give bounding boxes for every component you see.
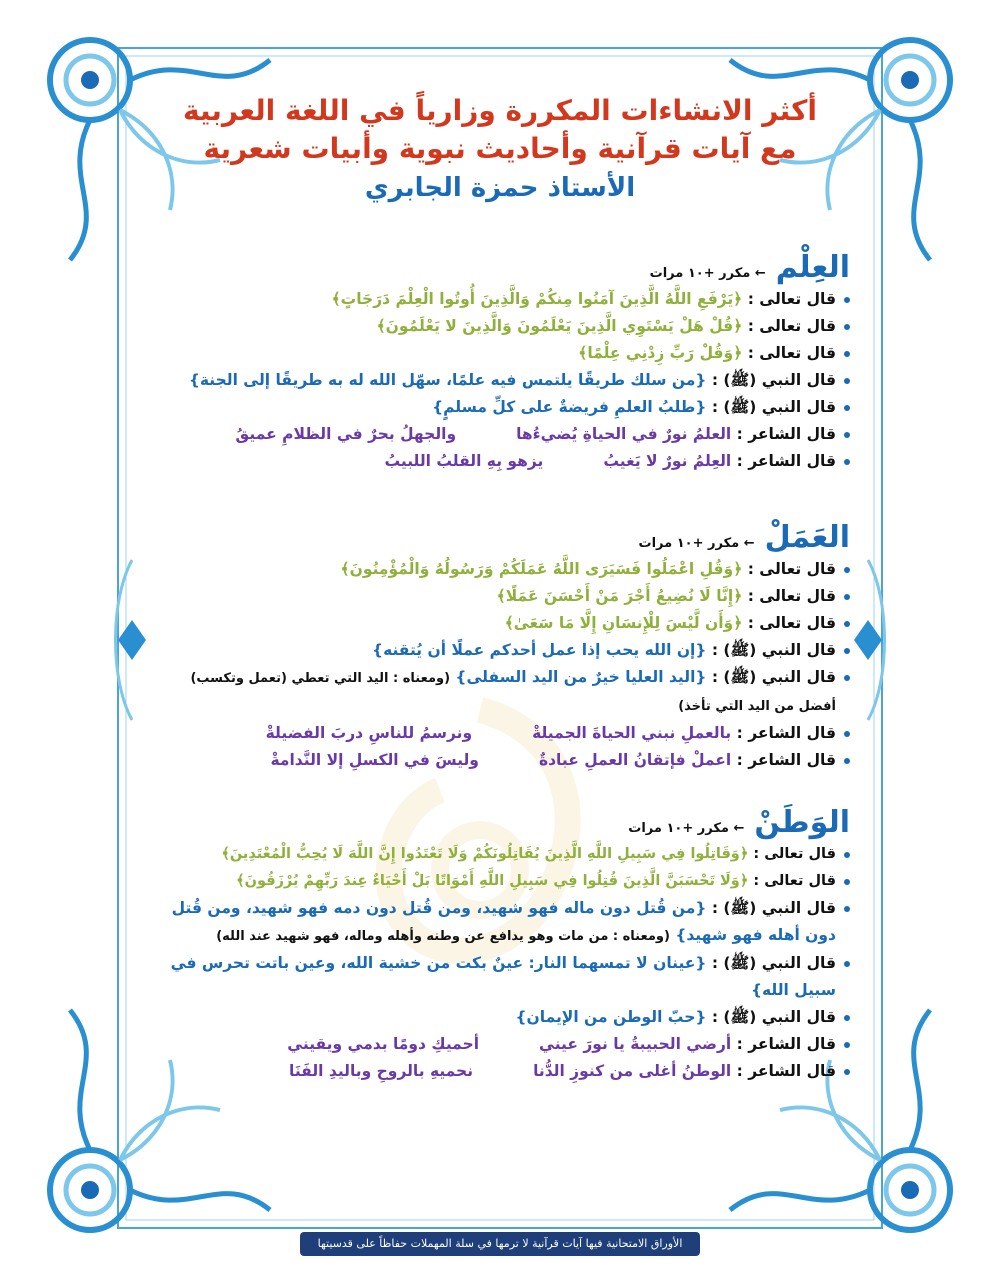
quote-list [150,841,850,1085]
list-item: قال النبي (ﷺ) : {عينان لا تمسهما النار: عينٌ بكت من خشية الله، وعين باتت تحرس في سبيل الله} [150,950,850,1004]
list-item: قال تعالى : ﴿إِنَّا لَا نُضِيعُ أَجْرَ مَنْ أَحْسَنَ عَمَلًا﴾ [150,583,850,610]
list-item: قال تعالى : ﴿قُلْ هَلْ يَسْتَوِي الَّذِينَ يَعْلَمُونَ وَالَّذِينَ لا يَعْلَمُونَ﴾ [150,313,850,340]
section-title: الوَطَنْ [754,805,850,840]
list-item: قال النبي (ﷺ) : {اليد العليا خيرٌ من اليد السفلى} (ومعناه : اليد التي تعطي (تعمل وتكسب) أفضل من اليد التي تأخذ) [150,664,850,720]
title-line-1: أكثر الانشاءات المكررة وزارياً في اللغة العربية [183,94,817,127]
list-item: قال الشاعر : أرضي الحبيبةُ يا نورَ عينيأحميكِ دومًا بدمي ويقيني [150,1031,850,1058]
document-header [150,92,850,206]
list-item: قال تعالى : ﴿وَقَاتِلُوا فِي سَبِيلِ اللَّهِ الَّذِينَ يُقَاتِلُونَكُمْ وَلَا تَعْتَدُوا إِنَّ اللَّهَ لَا يُحِبُّ الْمُعْتَدِينَ﴾ [150,841,850,868]
footer-banner: الأوراق الامتحانية فيها آيات قرآنية لا ترمها في سلة المهملات حفاظاً على قدسيتها [300,1232,700,1256]
list-item: قال الشاعر : اعملْ فإتقانُ العملِ عبادةٌوليسَ في الكسلِ إلا النَّدامةْ [150,747,850,774]
list-item: قال النبي (ﷺ) : {طلبُ العلمِ فريضةٌ على كلِّ مسلمٍ} [150,394,850,421]
repeat-note: ← مكرر +١٠ مرات [628,821,745,836]
content-area [150,80,850,1200]
list-item: قال الشاعر : بالعملِ نبني الحياةَ الجميلةْونرسمُ للناسِ دربَ الفضيلةْ [150,720,850,747]
list-item: قال تعالى : ﴿وَأَن لَّيْسَ لِلْإِنسَانِ إِلَّا مَا سَعَىٰ﴾ [150,610,850,637]
list-item: قال النبي (ﷺ) : {حبّ الوطن من الإيمان} [150,1004,850,1031]
section-knowledge [150,250,850,475]
quote-list [150,556,850,774]
section-homeland [150,805,850,1085]
list-item: قال تعالى : ﴿يَرْفَعِ اللَّهُ الَّذِينَ آمَنُوا مِنكُمْ وَالَّذِينَ أُوتُوا الْعِلْمَ دَرَجَاتٍ﴾ [150,286,850,313]
quote-list [150,286,850,475]
section-work [150,520,850,774]
list-item: قال النبي (ﷺ) : {إن الله يحب إذا عمل أحدكم عملًا أن يُتقنه} [150,637,850,664]
list-item: قال الشاعر : العِلمُ نورٌ لا يَغيبُيزهو بِهِ القلبُ اللبيبُ [150,448,850,475]
list-item: قال النبي (ﷺ) : {من قُتل دون ماله فهو شهيد، ومن قُتل دون دمه فهو شهيد، ومن قُتل دون أهله فهو شهيد} (ومعناه : من مات وهو يدافع عن وطنه وأهله وماله، فهو شهيد عند الله) [150,895,850,950]
list-item: قال تعالى : ﴿وَقُلْ رَبِّ زِدْنِي عِلْمًا﴾ [150,340,850,367]
list-item: قال الشاعر : العلمُ نورٌ في الحياةِ يُضيءُهاوالجهلُ بحرٌ في الظلامِ عميقُ [150,421,850,448]
repeat-note: ← مكرر +١٠ مرات [638,536,755,551]
title-line-2: مع آيات قرآنية وأحاديث نبوية وأبيات شعرية [203,132,797,165]
list-item: قال النبي (ﷺ) : {من سلك طريقًا يلتمس فيه علمًا، سهّل الله له به طريقًا إلى الجنة} [150,367,850,394]
list-item: قال الشاعر : الوطنُ أغلى من كنوزِ الدُّنانحميهِ بالروحِ وباليدِ الفَنَا [150,1058,850,1085]
section-title: العَمَلْ [764,520,850,555]
list-item: قال تعالى : ﴿وَقُلِ اعْمَلُوا فَسَيَرَى اللَّهُ عَمَلَكُمْ وَرَسُولُهُ وَالْمُؤْمِنُونَ﴾ [150,556,850,583]
list-item: قال تعالى : ﴿وَلَا تَحْسَبَنَّ الَّذِينَ قُتِلُوا فِي سَبِيلِ اللَّهِ أَمْوَاتًا بَلْ أَحْيَاءٌ عِندَ رَبِّهِمْ يُرْزَقُونَ﴾ [150,868,850,895]
repeat-note: ← مكرر +١٠ مرات [649,266,766,281]
section-title: العِلْم [775,250,850,285]
author-name: الأستاذ حمزة الجابري [364,173,636,203]
